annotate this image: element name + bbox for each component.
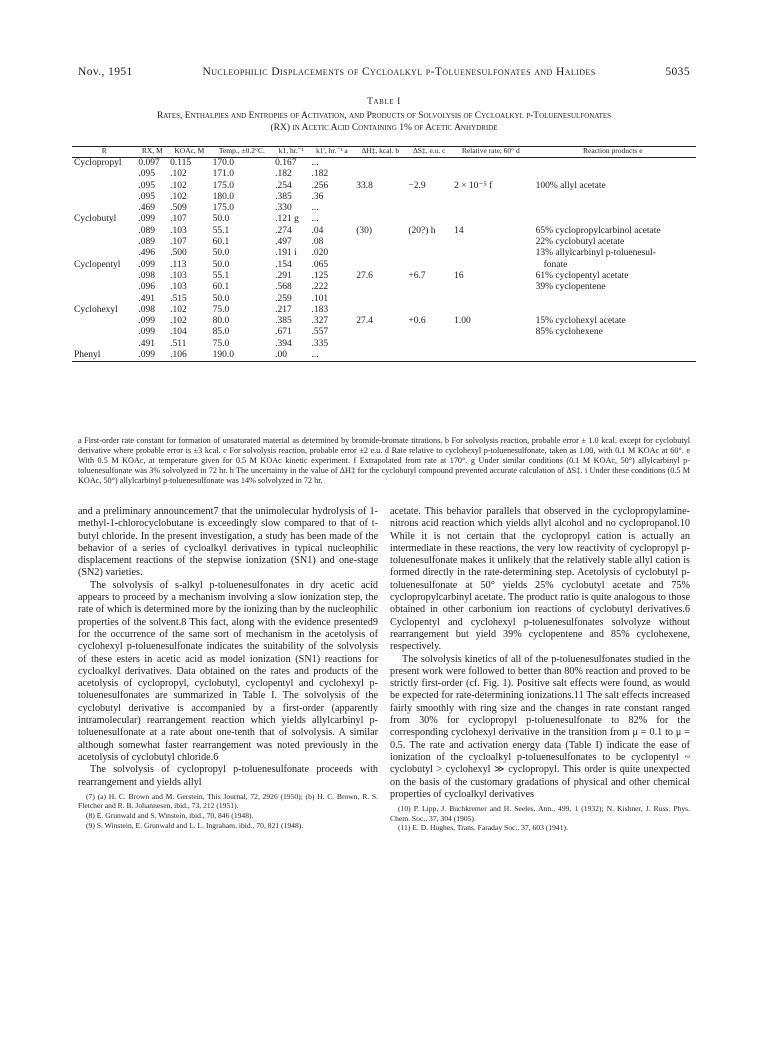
page-number: 5035: [665, 66, 690, 78]
table-cell: .089: [138, 237, 156, 248]
right-column: [390, 506, 690, 833]
table-cell: [406, 339, 452, 350]
table-caption-line-1: Rates, Enthalpies and Entropies of Activation, and Products of Solvolysis of Cycloalkyl p-Toluenesulfonates: [156, 111, 612, 121]
table-cell: [406, 294, 452, 305]
table-cell: Cyclobutyl: [74, 214, 117, 225]
table-cell: [354, 305, 406, 316]
table-cell: [354, 214, 406, 225]
table-cell: .491: [138, 293, 156, 304]
table-cell: .113: [170, 259, 187, 270]
table-cell: 22% cyclobutyl acetate: [535, 237, 625, 248]
table-cell: .00: [273, 350, 309, 362]
table-cell: [354, 158, 406, 170]
table-cell: .103: [170, 282, 187, 293]
table-cell: .500: [170, 248, 187, 259]
table-cell: .125: [311, 270, 329, 281]
table-cell: .04: [311, 225, 324, 236]
table-cell: [354, 237, 406, 248]
table-footnotes: a First-order rate constant for formation of unsaturated material as determined by bromide-bromate titrations. b For solvolysis reaction, probable error ± 1.0 kcal. except for cyclobutyl derivative where probable error is ±3 kcal. c For solvolysis reaction, probable error ±2 e.u. d Rate relative to cyclohexyl p-toluenesulfonate, taken as 1.00, with 0.1 M KOAc at 60°. e With 0.5 M KOAc, at temperature given for 0.5 M KOAc kinetic experiment. f Extrapolated from rate at 170°. g Under similar conditions (0.1 M KOAc, 50°) allylcarbinyl p-toluenesulfonate was 3% solvolyzed in 72 hr. h The uncertainty in the value of ΔH‡ for the cyclobutyl compound prevented accurate calculation of ΔS‡. i Under these conditions (0.5 M KOAc, 50°) allylcarbinyl p-toluenesulfonate was 14% solvolyzed in 72 hr.: [78, 436, 690, 485]
table-cell: [530, 192, 696, 203]
table-cell: 27.6: [356, 270, 373, 281]
table-cell: .671: [275, 327, 292, 338]
table-cell: [406, 305, 452, 316]
table-cell: .515: [170, 293, 187, 304]
column-header: R: [101, 146, 107, 155]
table-row: [72, 158, 696, 170]
column-header: Reaction products e: [582, 146, 643, 155]
table-cell: [72, 271, 136, 282]
table-cell: .098: [138, 270, 156, 281]
table-cell: .099: [138, 259, 156, 270]
table-row: [72, 248, 696, 259]
table-cell: [406, 350, 452, 362]
running-head: [78, 66, 690, 78]
reference: (9) S. Winstein, E. Grunwald and L. L. Ingraham, ibid., 70, 821 (1948).: [86, 820, 304, 830]
table-cell: .36: [311, 191, 324, 202]
reference: (7) (a) H. C. Brown and M. Gerstein, This Journal, 72, 2926 (1950); (b) H. C. Brown, R. S. Fletcher and R. B. Johannesen, ibid., 73, 212 (1951).: [78, 791, 378, 811]
table-cell: .095: [138, 191, 156, 202]
table-cell: .103: [170, 270, 187, 281]
table-cell: [530, 169, 696, 180]
reference: (11) E. D. Hughes, Trans. Faraday Soc., 37, 603 (1941).: [398, 823, 568, 833]
table-cell: 85.0: [212, 327, 230, 338]
table-cell: Cyclopentyl: [74, 259, 121, 270]
table-cell: .385: [275, 316, 292, 327]
table-cell: .121 g: [275, 214, 299, 225]
table-cell: 65% cyclopropylcarbinol acetate: [535, 225, 661, 236]
table-cell: 180.0: [212, 191, 234, 202]
table-cell: .291: [275, 270, 292, 281]
table-cell: [452, 305, 530, 316]
table-label: Table I: [367, 97, 401, 107]
table-cell: 100% allyl acetate: [535, 180, 606, 191]
table-cell: .099: [138, 327, 156, 338]
paragraph: acetate. This behavior parallels that observed in the cyclopropylamine-nitrous acid reaction which yields allyl alcohol and no cyclopropanol.10 While it is not certain that the cyclopropyl cation is actually an intermediate in these reactions, the very low reactivity of cyclopropyl p-toluenesulfonate makes it unlikely that the relatively stable allyl cation is formed directly in the rate-determining step. Acetolysis of cyclobutyl p-toluenesulfonate at 50° yields 25% cyclobutyl acetate and 75% cyclopropylcarbinyl acetate. The product ratio is quite analogous to those obtained in other carbonium ion reactions of cyclobutyl derivatives.6 Cyclopentyl and cyclohexyl p-toluenesulfonates solvolyze without rearrangement but yield 39% cyclopentene and 85% cyclohexene, respectively.: [390, 506, 690, 653]
table-cell: (20?) h: [408, 225, 436, 236]
table-cell: [452, 237, 530, 248]
table-cell: [406, 192, 452, 203]
table-cell: [452, 350, 530, 362]
reference: (8) E. Grunwald and S. Winstein, ibid., 70, 846 (1948).: [86, 811, 254, 821]
table-cell: .327: [311, 316, 329, 327]
table-cell: .256: [311, 180, 329, 191]
table-cell: .095: [138, 169, 156, 180]
table-row: [72, 316, 696, 327]
table-cell: [406, 327, 452, 338]
table-cell: ...: [311, 203, 319, 214]
table-cell: 75.0: [212, 304, 230, 315]
header-date: Nov., 1951: [78, 66, 133, 78]
table-cell: [530, 203, 696, 214]
table-cell: 1.00: [454, 316, 471, 327]
table-cell: .101: [311, 293, 329, 304]
table-cell: .099: [138, 214, 156, 225]
table-body: [72, 158, 696, 362]
table-row: [72, 169, 696, 180]
reference: (10) P. Lipp, J. Buchkremer and H. Seeles, Ann., 499, 1 (1932); N. Kishner, J. Russ. Phys. Chem. Soc., 37, 304 (1905).: [390, 804, 690, 823]
column-header: k1', hr.⁻¹ a: [316, 146, 348, 155]
table-cell: .08: [311, 237, 324, 248]
table-cell: [72, 294, 136, 305]
table-cell: 16: [454, 270, 464, 281]
column-header: Temp., ±0.2°C.: [218, 146, 265, 155]
table-cell: 55.1: [212, 270, 230, 281]
table-cell: 80.0: [212, 316, 230, 327]
table-cell: [354, 203, 406, 214]
table-cell: ...: [311, 214, 319, 225]
table-row: [72, 260, 696, 271]
table-cell: 0.097: [138, 158, 160, 168]
paragraph: The solvolysis of cyclopropyl p-toluenesulfonate proceeds with rearrangement and yields allyl: [78, 764, 378, 788]
table-cell: .102: [170, 316, 187, 327]
table-cell: +6.7: [408, 270, 426, 281]
column-header: ΔS‡, e.u. c: [412, 146, 446, 155]
table-cell: [406, 248, 452, 259]
table-cell: 55.1: [212, 225, 230, 236]
table-cell: .335: [311, 338, 329, 349]
table-cell: [72, 169, 136, 180]
table-cell: (30): [356, 225, 373, 236]
table-cell: 50.0: [212, 259, 230, 270]
table-cell: .394: [275, 338, 292, 349]
table-cell: [354, 350, 406, 362]
table-cell: .065: [311, 259, 329, 270]
table-cell: [72, 282, 136, 293]
data-table: [72, 146, 696, 362]
table-cell: [452, 203, 530, 214]
table-cell: 15% cyclohexyl acetate: [535, 316, 626, 327]
table-row: [72, 350, 696, 362]
column-header: KOAc, M: [174, 146, 205, 155]
table-row: [72, 181, 696, 192]
table-cell: 2 × 10⁻⁵ f: [454, 180, 493, 191]
table-cell: [354, 192, 406, 203]
table-cell: 175.0: [212, 180, 234, 191]
table-cell: .099: [138, 316, 156, 327]
table-cell: .568: [275, 282, 292, 293]
column-header: RX, M: [141, 146, 163, 155]
table-cell: .107: [170, 214, 187, 225]
table-cell: .182: [311, 169, 329, 180]
column-header: k1, hr.⁻¹: [278, 146, 304, 155]
table-cell: [452, 327, 530, 338]
table-cell: .102: [170, 180, 187, 191]
table-row: [72, 327, 696, 338]
table-cell: [406, 203, 452, 214]
table-cell: [452, 192, 530, 203]
table-cell: [406, 237, 452, 248]
table-cell: ...: [310, 350, 355, 362]
table-cell: .191 i: [275, 248, 297, 259]
table-cell: [452, 214, 530, 225]
table-cell: 50.0: [212, 214, 230, 225]
table-cell: .102: [170, 169, 187, 180]
header-title: Nucleophilic Displacements of Cycloalkyl p-Toluenesulfonates and Halides: [202, 66, 596, 78]
table-cell: .330: [275, 203, 292, 214]
table-cell: [452, 260, 530, 271]
table-cell: 60.1: [212, 282, 230, 293]
table-cell: 60.1: [212, 237, 230, 248]
table-cell: [72, 226, 136, 237]
table-cell: .557: [311, 327, 329, 338]
paragraph: and a preliminary announcement7 that the unimolecular hydrolysis of 1-methyl-1-chlorocyclobutane is exceedingly slow compared to that of t-butyl chloride. In the present investigation, a study has been made of the behavior of a series of cycloalkyl derivatives in typical nucleophilic displacement reactions of the stepwise ionization (SN1) and one-stage (SN2) varieties.: [78, 506, 378, 579]
table-cell: .020: [311, 248, 329, 259]
table-cell: .089: [138, 225, 156, 236]
table-cell: [72, 203, 136, 214]
table-cell: ...: [311, 158, 319, 168]
table-cell: .496: [138, 248, 156, 259]
table-cell: [530, 350, 696, 362]
table-cell: 85% cyclohexene: [535, 327, 603, 338]
table-cell: Cyclopropyl: [74, 158, 122, 168]
table-cell: .491: [138, 338, 156, 349]
paragraph: The solvolysis kinetics of all of the p-toluenesulfonates studied in the present work were followed to better than 80% reaction and proved to be strictly first-order (cf. Fig. 1). Positive salt effects were found, as would be expected for rate-determining ionizations.11 The salt effects increased fairly smoothly with ring size and the changes in rate constant ranged from 30% for cyclopropyl p-toluenesulfonate to 82% for the corresponding cyclohexyl derivative in the transition from μ = 0.1 to μ = 0.5. The rate and activation energy data (Table I) indicate the ease of ionization of the cycloalkyl p-toluenesulfonates to be cyclopentyl ~ cyclobutyl > cyclohexyl ≫ cyclopropyl. This order is quite unexpected on the basis of the customary gradations of physical and other chemical properties of cycloalkyl derivatives: [390, 653, 690, 800]
table-cell: Cyclohexyl: [74, 304, 118, 315]
table-cell: [72, 237, 136, 248]
table-cell: [530, 214, 696, 225]
table-row: [72, 226, 696, 237]
table-cell: 170.0: [212, 158, 234, 168]
table-cell: [354, 282, 406, 293]
table-cell: .099: [136, 350, 168, 362]
table-cell: [354, 169, 406, 180]
table-cell: 39% cyclopentene: [535, 282, 606, 293]
references: [78, 792, 378, 830]
table-cell: 0.167: [275, 158, 297, 168]
table-cell: Phenyl: [72, 350, 136, 362]
table-row: [72, 339, 696, 350]
table-cell: [530, 294, 696, 305]
table-cell: .511: [170, 338, 187, 349]
table-cell: 171.0: [212, 169, 234, 180]
table-cell: [452, 158, 530, 170]
table-cell: .497: [275, 237, 292, 248]
table-cell: .106: [168, 350, 211, 362]
table-cell: .096: [138, 282, 156, 293]
table-cell: −2.9: [408, 180, 426, 191]
table-cell: .104: [170, 327, 187, 338]
table-cell: .222: [311, 282, 329, 293]
references: [390, 804, 690, 833]
table-header: [72, 147, 696, 158]
table-cell: 33.8: [356, 180, 373, 191]
table-cell: .254: [275, 180, 292, 191]
table-row: [72, 237, 696, 248]
table-cell: .274: [275, 225, 292, 236]
table-cell: .509: [170, 203, 187, 214]
table-cell: 61% cyclopentyl acetate: [535, 270, 629, 281]
table-cell: [452, 339, 530, 350]
table-cell: [354, 339, 406, 350]
table-cell: .102: [170, 304, 187, 315]
table-cell: 0.115: [170, 158, 192, 168]
table-cell: .259: [275, 293, 292, 304]
table-cell: .217: [275, 304, 292, 315]
table-cell: [406, 260, 452, 271]
table-cell: [530, 305, 696, 316]
table-cell: [72, 316, 136, 327]
table-cell: [452, 169, 530, 180]
table-cell: [406, 158, 452, 170]
table-cell: [72, 327, 136, 338]
table-cell: .098: [138, 304, 156, 315]
column-header: ΔH‡, kcal. b: [361, 146, 400, 155]
table-cell: [354, 327, 406, 338]
table-cell: [452, 282, 530, 293]
table-caption: [60, 110, 708, 134]
table-cell: +0.6: [408, 316, 426, 327]
table-cell: 190.0: [211, 350, 273, 362]
table-cell: [530, 339, 696, 350]
table-cell: .469: [138, 203, 156, 214]
table-cell: .183: [311, 304, 329, 315]
table-row: [72, 271, 696, 282]
table-cell: [354, 248, 406, 259]
table-cell: [452, 294, 530, 305]
table-cell: 14: [454, 225, 464, 236]
table-row: [72, 203, 696, 214]
table-cell: .095: [138, 180, 156, 191]
table-cell: [452, 248, 530, 259]
table-row: [72, 305, 696, 316]
table-row: [72, 192, 696, 203]
table-cell: [72, 339, 136, 350]
table-cell: [406, 169, 452, 180]
table-cell: .154: [275, 259, 292, 270]
table-cell: 50.0: [212, 248, 230, 259]
table-cell: [530, 158, 696, 170]
table-cell: .107: [170, 237, 187, 248]
table-cell: 75.0: [212, 338, 230, 349]
table-cell: [72, 248, 136, 259]
table-cell: [72, 181, 136, 192]
table-cell: [354, 260, 406, 271]
table-cell: .385: [275, 191, 292, 202]
table-row: [72, 294, 696, 305]
table-cell: [406, 282, 452, 293]
table-cell: [72, 192, 136, 203]
table-cell: [406, 214, 452, 225]
table-cell: 50.0: [212, 293, 230, 304]
table-row: [72, 214, 696, 225]
table-cell: 13% allylcarbinyl p-toluenesul-: [535, 248, 656, 259]
left-column: [78, 506, 378, 830]
table-cell: fonate: [543, 259, 568, 270]
table-cell: .102: [170, 191, 187, 202]
column-header: Relative rate, 60° d: [461, 146, 520, 155]
table-cell: [354, 294, 406, 305]
table-cell: .103: [170, 225, 187, 236]
table-caption-line-2: (RX) in Acetic Acid Containing 1% of Acetic Anhydride: [270, 123, 498, 133]
table-cell: 175.0: [212, 203, 234, 214]
table-row: [72, 282, 696, 293]
table-cell: 27.4: [356, 316, 373, 327]
table-cell: .182: [275, 169, 292, 180]
paragraph: The solvolysis of s-alkyl p-toluenesulfonates in dry acetic acid appears to proceed by a mechanism involving a slow ionization step, the rate of which is determined more by the ionizing than by the nucleophilic properties of the solvent.8 This fact, along with the evidence presented9 for the occurrence of the same sort of mechanism in the acetolysis of cyclohexyl p-toluenesulfonate indicates the suitability of the solvolysis of these esters in acetic acid as model ionization (SN1) reactions for cycloalkyl derivatives. Data obtained on the rates and products of the acetolysis of cyclopropyl, cyclobutyl, cyclopentyl and cyclohexyl p-toluenesulfonates are summarized in Table I. The solvolysis of the cyclobutyl derivative is accompanied by a first-order (apparently intramolecular) rearrangement reaction which yields allylcarbinyl p-toluenesulfonate at a rate about one-tenth that of solvolysis. A similar although somewhat faster rearrangement was noted previously in the acetolysis of cyclobutyl chloride.6: [78, 579, 378, 763]
